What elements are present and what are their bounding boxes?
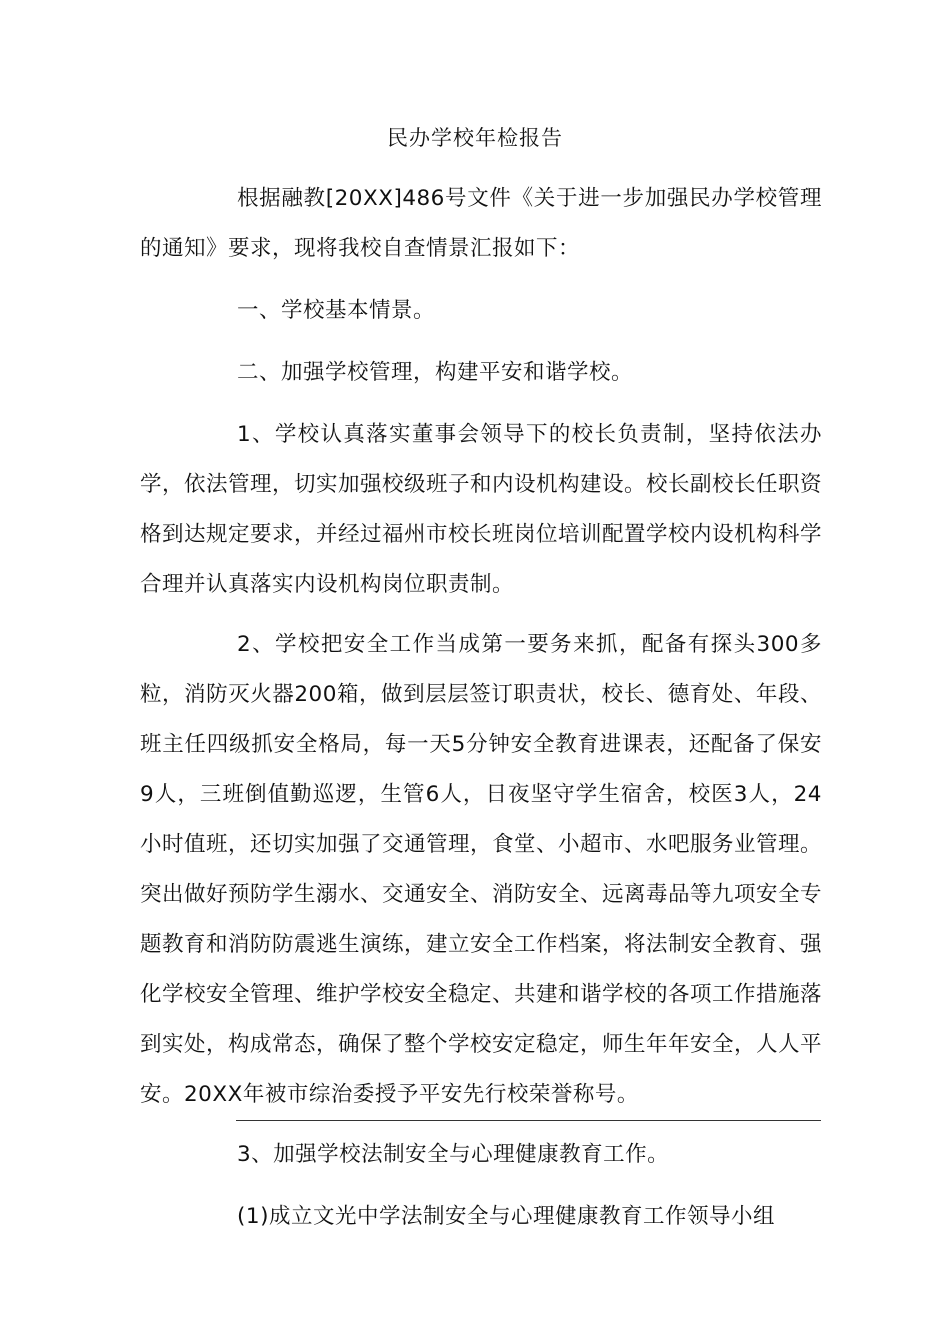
horizontal-rule — [236, 1120, 821, 1121]
item-3-heading: 3、加强学校法制安全与心理健康教育工作。 — [237, 1142, 670, 1167]
item-2-paragraph: 2、学校把安全工作当成第一要务来抓，配备有探头300多粒，消防灭火器200箱，做到层层签订职责状，校长、德育处、年段、班主任四级抓安全格局，每一天5分钟安全教育进课表，还配备了保安9人，三班倒值勤巡逻，生管6人，日夜坚守学生宿舍，校医3人，24小时值班，还切实加强了交通管理，食堂、小超市、水吧服务业管理。突出做好预防学生溺水、交通安全、消防安全、远离毒品等九项安全专题教育和消防防震逃生演练，建立安全工作档案，将法制安全教育、强化学校安全管理、维护学校安全稳定、共建和谐学校的各项工作措施落到实处，构成常态，确保了整个学校安定稳定，师生年年安全，人人平安。20XX年被市综治委授予平安先行校荣誉称号。 — [140, 632, 823, 1107]
section-1-heading: 一、学校基本情景。 — [237, 298, 436, 323]
item-1-paragraph: 1、学校认真落实董事会领导下的校长负责制，坚持依法办学，依法管理，切实加强校级班子和内设机构建设。校长副校长任职资格到达规定要求，并经过福州市校长班岗位培训配置学校内设机构科学合理并认真落实内设机构岗位职责制。 — [140, 422, 823, 597]
document-title: 民办学校年检报告 — [387, 126, 563, 150]
section-2-heading: 二、加强学校管理，构建平安和谐学校。 — [237, 360, 634, 385]
sub-item-1-paragraph: (1)成立文光中学法制安全与心理健康教育工作领导小组 — [237, 1204, 775, 1229]
intro-paragraph: 根据融教[20XX]486号文件《关于进一步加强民办学校管理的通知》要求，现将我校自查情景汇报如下： — [140, 186, 822, 261]
